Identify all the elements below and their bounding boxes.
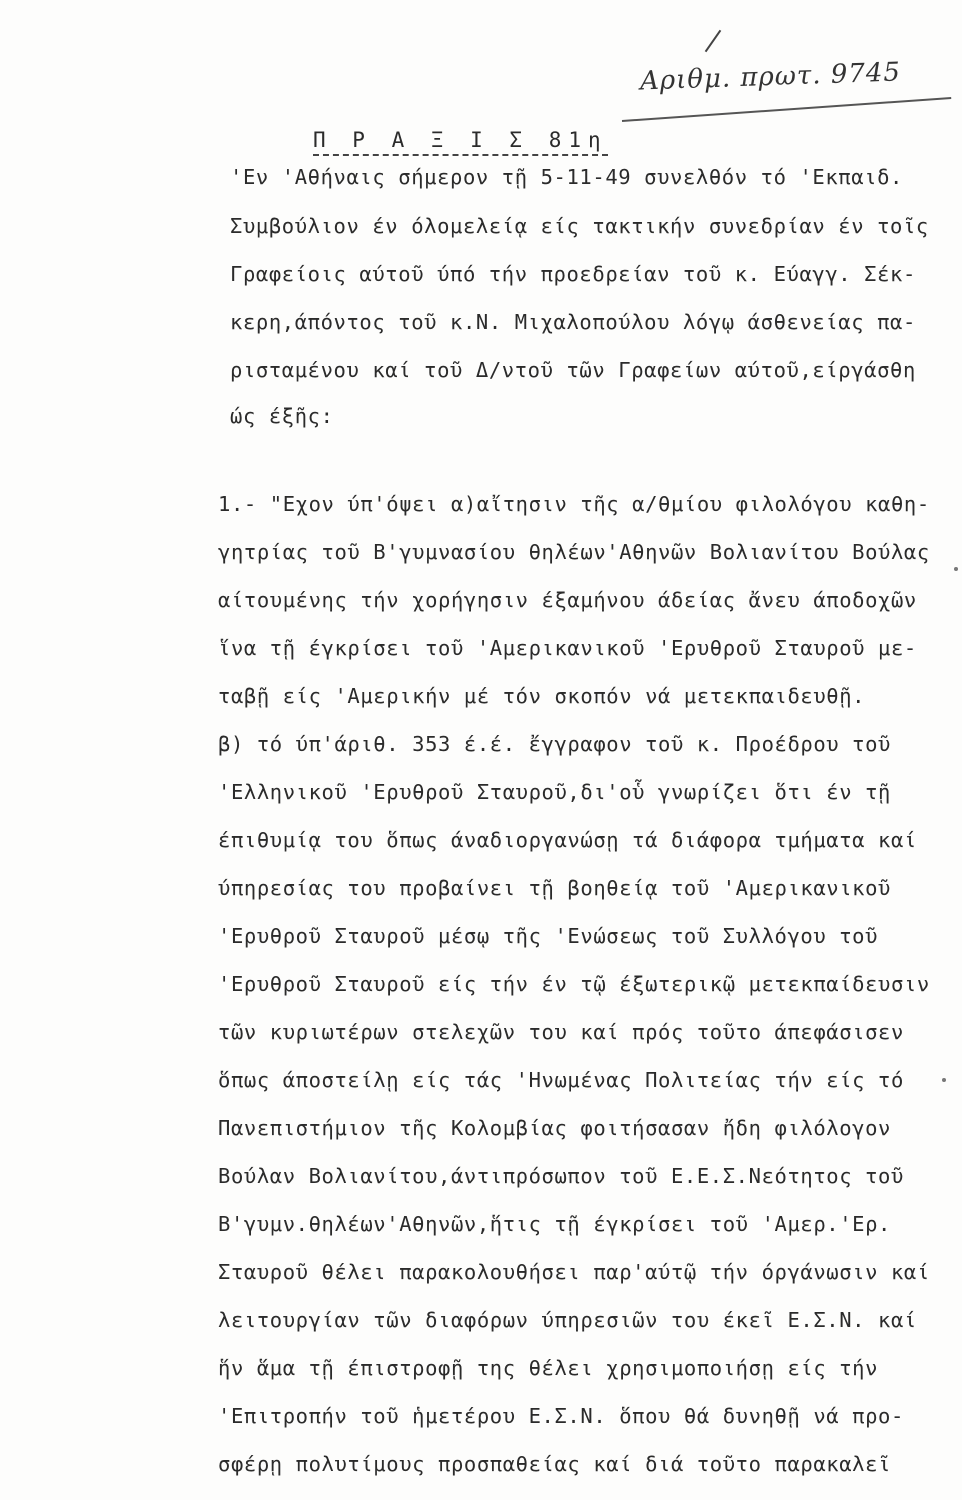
text-line: 'Ελληνικοῦ 'Ερυθροῦ Σταυροῦ,δι'οὗ γνωρίζει ὅτι έν τῇ	[218, 780, 891, 804]
text-line: Γραφείοις αύτοῦ ύπό τήν προεδρείαν τοῦ κ. Εύαγγ. Σέκ-	[230, 262, 916, 286]
text-line: τῶν κυριωτέρων στελεχῶν του καί πρός τοῦτο άπεφάσισεν	[218, 1020, 904, 1044]
text-line: ύπηρεσίας του προβαίνει τῇ βοηθείᾳ τοῦ 'Αμερικανικοῦ	[218, 876, 891, 900]
text-line: Πανεπιστήμιον τῆς Κολομβίας φοιτήσασαν ἤδη φιλόλογον	[218, 1116, 891, 1140]
text-line: Σταυροῦ θέλει παρακολουθήσει παρ'αύτῷ τήν όργάνωσιν καί	[218, 1260, 930, 1284]
text-line: έπιθυμίᾳ του ὅπως άναδιοργανώσῃ τά διάφορα τμήματα καί	[218, 828, 917, 852]
document-heading: Π Ρ Α Ξ Ι Σ 81η	[313, 128, 608, 156]
handwritten-stroke	[705, 30, 722, 52]
text-line: 'Ερυθροῦ Σταυροῦ είς τήν έν τῷ έξωτερικῷ μετεκπαίδευσιν	[218, 972, 930, 996]
text-line: αίτουμένης τήν χορήγησιν έξαμήνου άδείας ἄνευ άποδοχῶν	[218, 588, 917, 612]
margin-mark	[942, 1078, 946, 1082]
margin-mark	[954, 567, 958, 571]
text-line: ἥν ἅμα τῇ έπιστροφῇ της θέλει χρησιμοποιήσῃ είς τήν	[218, 1356, 879, 1380]
text-line: β) τό ύπ'άριθ. 353 έ.έ. ἔγγραφον τοῦ κ. Προέδρου τοῦ	[218, 732, 891, 756]
text-line: ώς έξῆς:	[230, 404, 334, 428]
text-line: 1.- "Εχον ύπ'όψει α)αἴτησιν τῆς α/θμίου φιλολόγου καθη-	[218, 492, 930, 516]
text-line: γητρίας τοῦ Β'γυμνασίου θηλέων'Αθηνῶν Βολιανίτου Βούλας	[218, 540, 930, 564]
text-line: ὅπως άποστείλῃ είς τάς 'Ηνωμένας Πολιτείας τήν είς τό	[218, 1068, 904, 1092]
text-line: ταβῇ είς 'Αμερικήν μέ τόν σκοπόν νά μετεκπαιδευθῇ.	[218, 684, 866, 708]
text-line: λειτουργίαν τῶν διαφόρων ύπηρεσιῶν του έκεῖ Ε.Σ.Ν. καί	[218, 1308, 917, 1332]
text-line: ἵνα τῇ έγκρίσει τοῦ 'Αμερικανικοῦ 'Ερυθροῦ Σταυροῦ με-	[218, 636, 917, 660]
text-line: Συμβούλιον έν όλομελείᾳ είς τακτικήν συνεδρίαν έν τοῖς	[230, 214, 929, 238]
text-line: 'Επιτροπήν τοῦ ἡμετέρου Ε.Σ.Ν. ὅπου θά δυνηθῇ νά προ-	[218, 1404, 904, 1428]
text-line: σφέρῃ πολυτίμους προσπαθείας καί διά τοῦτο παρακαλεῖ	[218, 1452, 891, 1476]
text-line: Β'γυμν.θηλέων'Αθηνῶν,ἥτις τῇ έγκρίσει τοῦ 'Αμερ.'Ερ.	[218, 1212, 891, 1236]
pen-line	[622, 97, 951, 122]
text-line: 'Ερυθροῦ Σταυροῦ μέσῳ τῆς 'Ενώσεως τοῦ Συλλόγου τοῦ	[218, 924, 879, 948]
text-line: 'Εν 'Αθήναις σήμερον τῇ 5-11-49 συνελθόν τό 'Εκπαιδ.	[230, 165, 903, 189]
text-line: κερη,άπόντος τοῦ κ.Ν. Μιχαλοπούλου λόγῳ άσθενείας πα-	[230, 310, 916, 334]
text-line: Βούλαν Βολιανίτου,άντιπρόσωπον τοῦ Ε.Ε.Σ.Νεότητος τοῦ	[218, 1164, 904, 1188]
text-line: ρισταμένου καί τοῦ Δ/ντοῦ τῶν Γραφείων αύτοῦ,είργάσθη	[230, 358, 916, 382]
handwritten-protocol-number: Αριθμ. πρωτ. 9745	[639, 57, 902, 97]
